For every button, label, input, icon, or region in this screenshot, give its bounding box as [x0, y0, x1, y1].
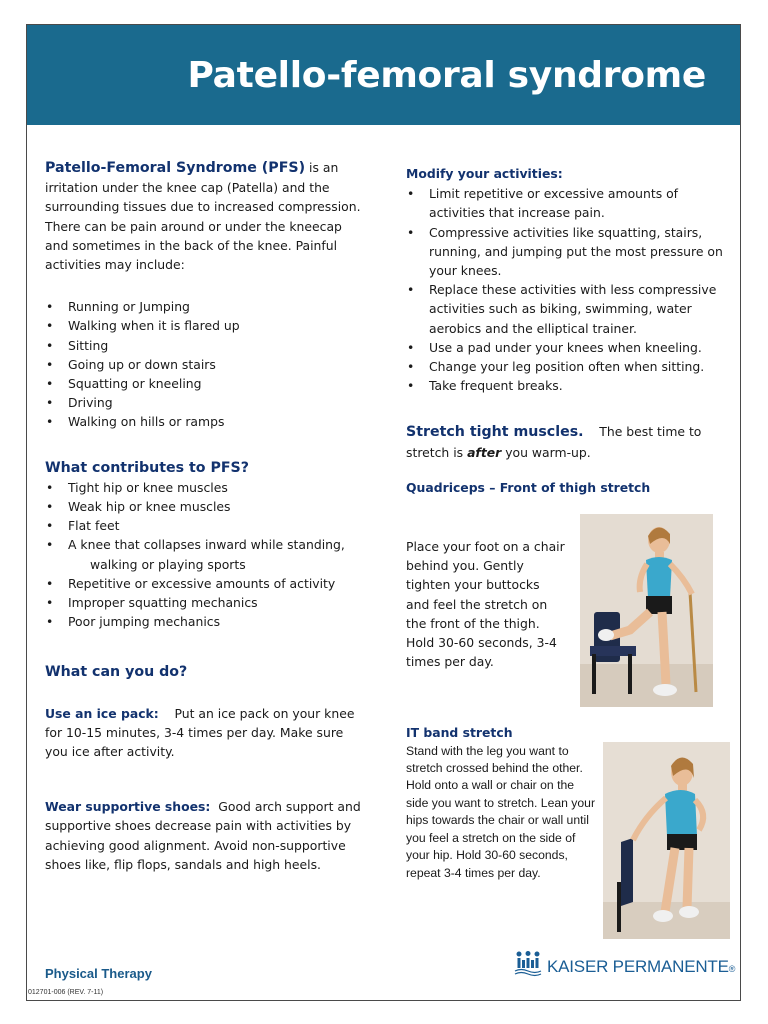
list-item: • Flat feet [45, 516, 363, 535]
list-item: • Replace these activities with less compressive activities such as biking, swimming, water aerobics and the elliptical trainer. [406, 280, 726, 338]
what-can-you-do-heading: What can you do? [45, 664, 188, 681]
list-item-text-wrap: walking or playing sports [90, 556, 246, 572]
quad-stretch-photo [580, 514, 713, 707]
list-item [45, 535, 363, 573]
list-item: • Going up or down stairs [45, 355, 363, 374]
form-code: 012701-006 (REV. 7-11) [28, 989, 104, 996]
shoes-paragraph [45, 797, 363, 874]
shoes-label: Wear supportive shoes: [45, 799, 211, 815]
kaiser-logo [514, 951, 736, 979]
painful-activities-list [45, 297, 363, 431]
stretch-text-b: you warm-up. [501, 444, 591, 460]
shoes-text: Good arch support and supportive shoes decrease pain with activities by achieving good alignment. Avoid non-supportive shoes like, flip flops, sandals and high heels. [45, 799, 361, 872]
intro-text: irritation under the knee cap (Patella) and the surrounding tissues due to increased compression. There can be pain around or under the kneecap and sometimes in the back of the knee. Painful activities may include: [45, 180, 361, 273]
page-title: Patello-femoral syndrome [187, 55, 706, 96]
list-item: • Driving [45, 393, 363, 412]
ice-text: Put an ice pack on your knee for 10-15 minutes, 3-4 times per day. Make sure you ice after activity. [45, 705, 355, 760]
quad-text: Place your foot on a chair behind you. Gently tighten your buttocks and feel the stretch on the front of the thigh. Hold 30-60 seconds, 3-4 times per day. [406, 539, 565, 670]
contributes-list [45, 478, 363, 632]
quad-stretch-illustration [580, 514, 713, 707]
list-item: • Running or Jumping [45, 297, 363, 316]
list-item: • Walking on hills or ramps [45, 412, 363, 431]
intro-heading: Patello-Femoral Syndrome (PFS) [45, 160, 306, 176]
intro-text-tail: is an [305, 160, 339, 175]
department-label: Physical Therapy [45, 966, 152, 981]
left-column [45, 158, 363, 874]
list-item: • Use a pad under your knees when kneeling. [406, 338, 726, 357]
list-item-text: A knee that collapses inward while standing, [68, 537, 345, 553]
quad-heading: Quadriceps – Front of thigh stretch [406, 479, 651, 495]
list-item: • Tight hip or knee muscles [45, 478, 363, 497]
itband-stretch-illustration [603, 742, 730, 939]
list-item: • Improper squatting mechanics [45, 593, 363, 612]
list-item: • Take frequent breaks. [406, 376, 726, 395]
list-item: • Compressive activities like squatting, stairs, running, and jumping put the most pressure on your knees. [406, 223, 726, 281]
kaiser-logo-text [547, 957, 735, 977]
itband-text: Stand with the leg you want to stretch crossed behind the other. Hold onto a wall or chair on the side you want to stretch. Lean your hips towards the chair or wall until you feel a stretch on the side of your hip. Hold 30-60 seconds, repeat 3-4 times per day. [406, 743, 596, 880]
itband-heading: IT band stretch [406, 725, 513, 741]
list-item: • Weak hip or knee muscles [45, 497, 363, 516]
intro-paragraph [45, 158, 363, 274]
stretch-text-a: The best time to stretch is [406, 424, 702, 460]
logo-registered-mark: ® [728, 964, 736, 974]
modify-heading: Modify your activities: [406, 166, 563, 181]
ice-label: Use an ice pack: [45, 705, 159, 721]
stretch-emphasis: after [467, 444, 502, 460]
list-item: • Poor jumping mechanics [45, 612, 363, 631]
stretch-paragraph [406, 422, 726, 461]
modify-list [406, 184, 726, 395]
list-item: • Walking when it is flared up [45, 316, 363, 335]
list-item: • Limit repetitive or excessive amounts of activities that increase pain. [406, 184, 726, 222]
list-item: • Sitting [45, 336, 363, 355]
kaiser-logo-icon [514, 951, 542, 977]
list-item: • Squatting or kneeling [45, 374, 363, 393]
contributes-heading: What contributes to PFS? [45, 459, 249, 476]
title-banner [27, 25, 740, 125]
ice-paragraph [45, 704, 363, 762]
itband-stretch-photo [603, 742, 730, 939]
logo-wordmark: KAISER PERMANENTE [547, 957, 729, 976]
list-item: • Repetitive or excessive amounts of activity [45, 574, 363, 593]
stretch-heading: Stretch tight muscles. [406, 424, 584, 441]
list-item: • Change your leg position often when sitting. [406, 357, 726, 376]
